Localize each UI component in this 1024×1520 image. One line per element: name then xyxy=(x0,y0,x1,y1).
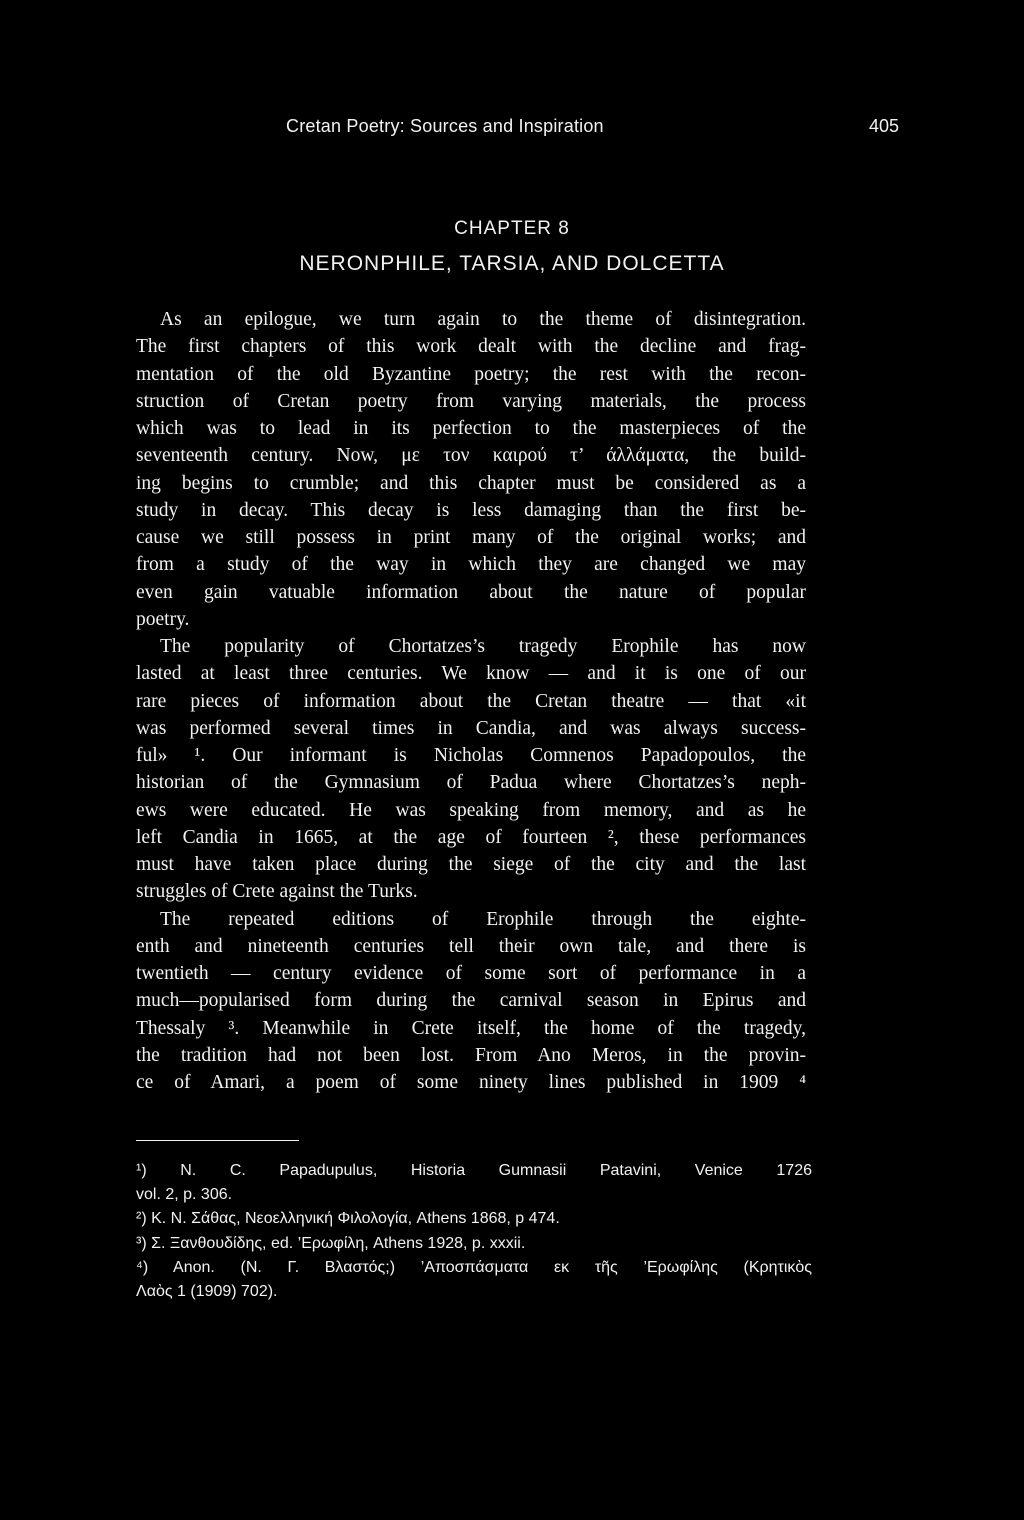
body-line: historian of the Gymnasium of Padua where Chortatzes’s neph- xyxy=(136,772,806,794)
body-line: rare pieces of information about the Cretan theatre — that «it xyxy=(136,690,806,712)
footnote-rule xyxy=(136,1140,299,1141)
footnotes xyxy=(136,1159,812,1304)
chapter-title: NERONPHILE, TARSIA, AND DOLCETTA xyxy=(299,252,725,275)
body-line: mentation of the old Byzantine poetry; the rest with the recon- xyxy=(136,363,806,385)
body-line: ce of Amari, a poem of some ninety lines published in 1909 ⁴ xyxy=(136,1072,806,1093)
footnote-line: vol. 2, p. 306. xyxy=(136,1186,233,1204)
body-line: The first chapters of this work dealt with the decline and frag- xyxy=(136,336,806,358)
body-line: even gain vatuable information about the nature of popular xyxy=(136,581,806,603)
body-line: As an epilogue, we turn again to the theme of disintegration. xyxy=(160,309,806,330)
body-line: must have taken place during the siege of the city and the last xyxy=(136,854,806,875)
body-text xyxy=(136,306,806,1096)
body-line: from a study of the way in which they are changed we may xyxy=(136,554,806,576)
body-line: ews were educated. He was speaking from memory, and as he xyxy=(136,799,806,821)
body-line: The popularity of Chortatzes’s tragedy Erophile has now xyxy=(160,636,806,657)
body-line: much—popularised form during the carnival season in Epirus and xyxy=(136,990,806,1012)
footnote-line: ⁴) Anon. (N. Γ. Βλαστός;) ’Αποσπάσματα εκ τῆς ’Ερωφίλης (Κρητικὸς xyxy=(136,1258,812,1276)
footnote-line: ¹) N. C. Papadupulus, Historia Gumnasii Patavini, Venice 1726 xyxy=(136,1162,812,1179)
page-number: 405 xyxy=(869,116,900,136)
body-line: study in decay. This decay is less damaging than the first be- xyxy=(136,499,806,521)
running-head xyxy=(0,116,1024,140)
body-line: cause we still possess in print many of the original works; and xyxy=(136,527,806,548)
body-line: left Candia in 1665, at the age of fourteen ², these performances xyxy=(136,826,806,848)
body-line: ing begins to crumble; and this chapter must be considered as a xyxy=(136,472,806,494)
body-line: poetry. xyxy=(136,608,190,630)
body-line: twentieth — century evidence of some sort of performance in a xyxy=(136,963,806,984)
body-line: ful» ¹. Our informant is Nicholas Comnenos Papadopoulos, the xyxy=(136,745,806,766)
chapter-number: CHAPTER 8 xyxy=(454,218,570,239)
footnote-line: ²) K. N. Σάθας, Νεοελληνική Φιλολογία, Athens 1868, p 474. xyxy=(136,1210,560,1228)
body-line: Thessaly ³. Meanwhile in Crete itself, the home of the tragedy, xyxy=(136,1017,806,1039)
body-line: seventeenth century. Now, με τον καιρού τ’ άλλάματα, the build- xyxy=(136,445,806,467)
body-line: was performed several times in Candia, and was always success- xyxy=(136,717,806,739)
body-line: lasted at least three centuries. We know — and it is one of our xyxy=(136,663,806,685)
body-line: enth and nineteenth centuries tell their own tale, and there is xyxy=(136,935,806,957)
body-line: struggles of Crete against the Turks. xyxy=(136,881,418,903)
footnote-line: Λαὸς 1 (1909) 702). xyxy=(136,1282,278,1300)
body-line: the tradition had not been lost. From Ano Meros, in the provin- xyxy=(136,1044,806,1066)
running-title: Cretan Poetry: Sources and Inspiration xyxy=(286,116,604,136)
body-line: which was to lead in its perfection to the masterpieces of the xyxy=(136,418,806,439)
body-line: The repeated editions of Erophile through the eighte- xyxy=(160,908,806,930)
footnote-line: ³) Σ. Ξανθουδίδης, ed. ’Ερωφίλη, Athens 1928, p. xxxii. xyxy=(136,1234,526,1252)
body-line: struction of Cretan poetry from varying materials, the process xyxy=(136,390,806,412)
